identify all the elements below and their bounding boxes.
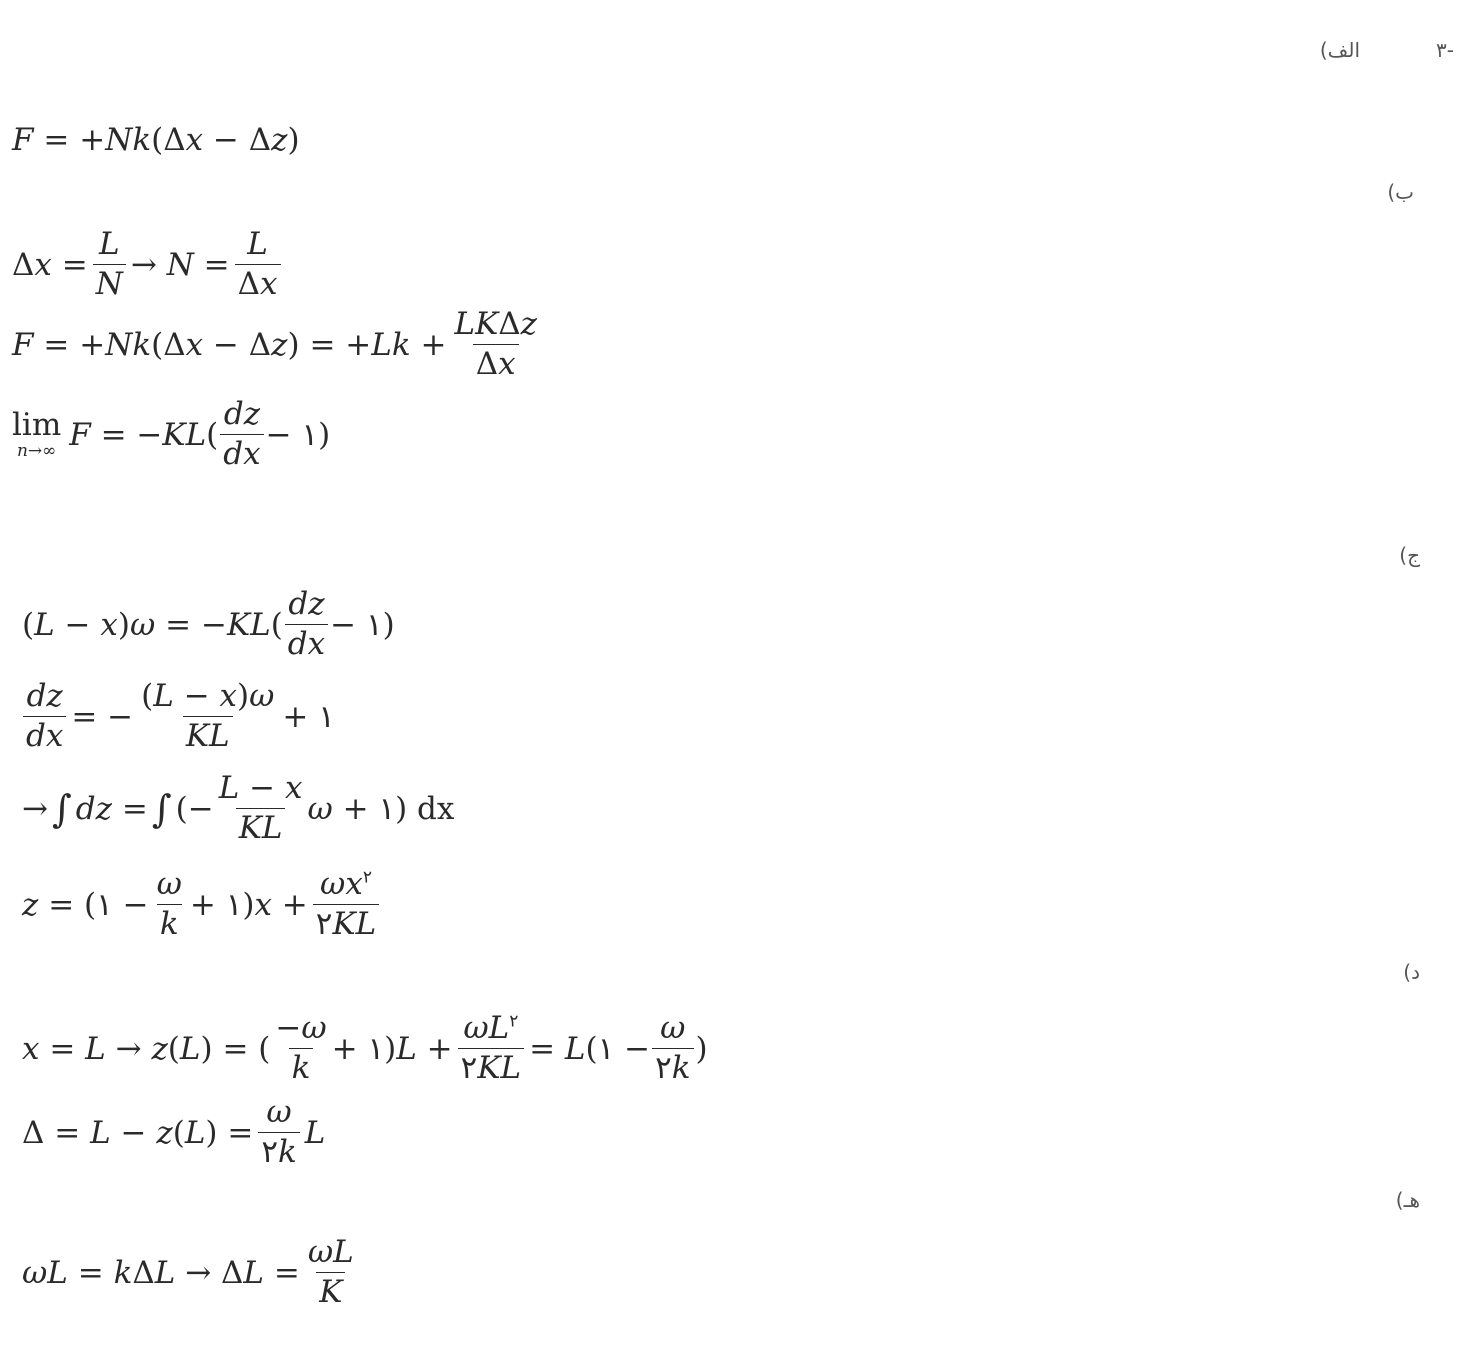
equation-limit: lim n→∞ F = − KL ( $\frac{dz}{dx}$ − ۱) [12, 396, 331, 473]
equation-delta-x: Δ x = $\frac{L}{N}$ → N = $\frac{L}{\Delta x}$ [12, 228, 286, 302]
equation-d-1: x = L → z ( L ) = ( $\frac{-\omega}{k}$ + ۱) L + $\frac{\omega L^۲}{۲KL}$ = L (۱ − $\frac{\omega}{۲k}$ ) [22, 1010, 708, 1087]
equation-force-expanded: F = + Nk (Δ x − Δ z ) = + Lk + $\frac{\text{LKΔz}}{\Delta x}$ [12, 306, 537, 383]
equation-e: ωL = k Δ L → Δ L = $\frac{\omega L}{K}$ [22, 1234, 354, 1311]
part-c-label: ج) [1399, 543, 1420, 567]
equation-c-1: ( L − x ) ω = − KL ( $\frac{dz}{dx}$ − ۱) [22, 586, 395, 663]
equation-c-2: $\frac{dz}{dx}$ = − $\frac{(L - x)\omega}{KL}$ + ۱ [18, 680, 335, 754]
question-number: -۳ [1436, 38, 1454, 62]
part-d-label: د) [1403, 960, 1420, 984]
equation-d-2: Δ = L − z ( L ) = $\frac{\omega}{۲k}$ L [22, 1094, 326, 1171]
equation-force: F = + Nk (Δ x − Δ z ) [12, 122, 300, 158]
part-b-label: ب) [1387, 180, 1414, 204]
equation-c-3: → ∫ dz = ∫ (− $\frac{L - x}{KL}$ ω + ۱) dx [22, 770, 455, 847]
equation-c-4: z = (۱ − $\frac{\omega}{k}$ + ۱) x + $\frac{\omega x^۲}{۲KL}$ [22, 868, 384, 942]
part-e-label: هـ) [1395, 1188, 1420, 1212]
part-a-label: الف) [1319, 38, 1360, 62]
